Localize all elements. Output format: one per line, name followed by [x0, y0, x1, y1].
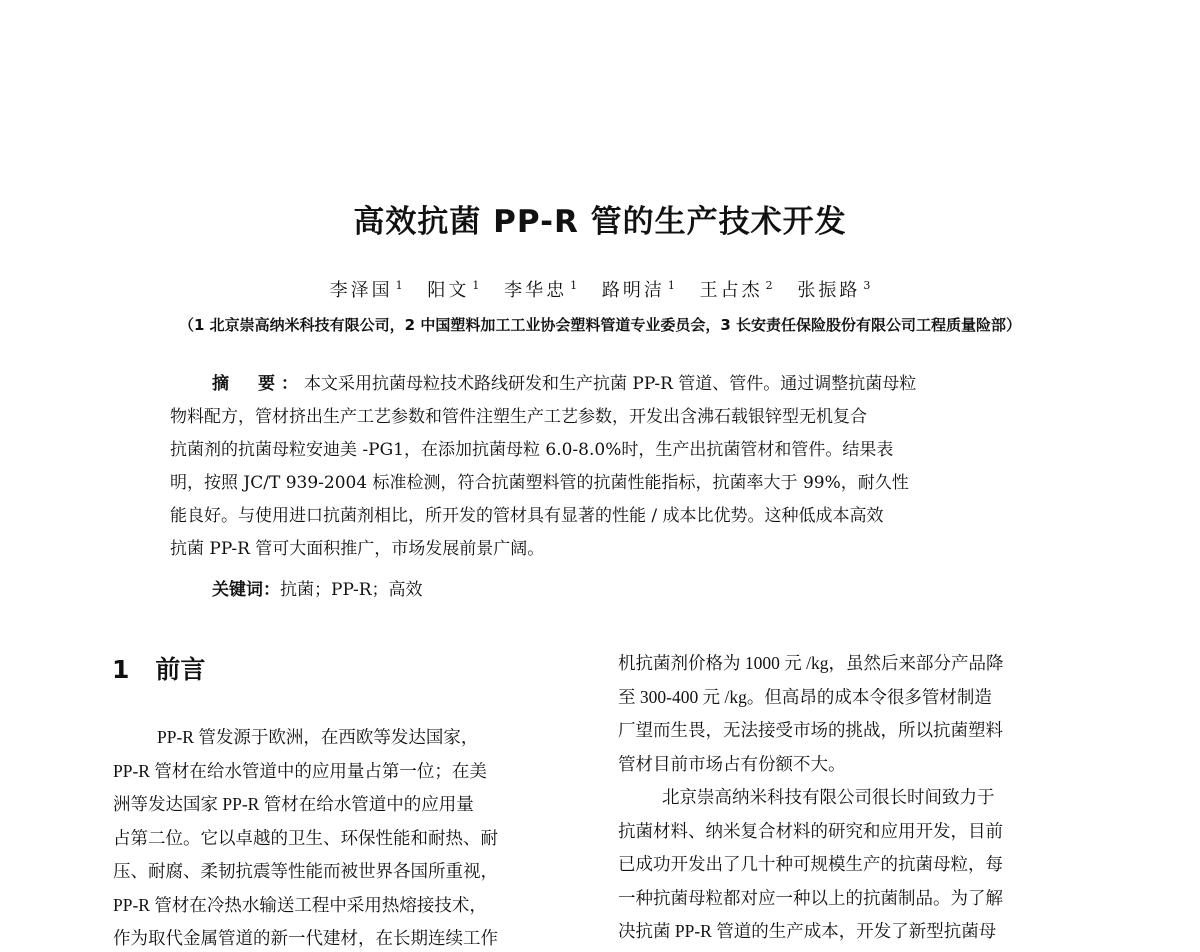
body-line: 一种抗菌母粒都对应一种以上的抗菌制品。为了解	[618, 887, 1003, 908]
abstract-line	[170, 368, 1036, 401]
body-line: 作为取代金属管道的新一代建材，在长期连续工作	[113, 928, 498, 948]
author-affiliation-mark: 1	[395, 279, 403, 292]
abstract-line: 抗菌 PP-R 管可大面积推广，市场发展前景广阔。	[170, 539, 545, 559]
abstract-line: 物料配方，管材挤出生产工艺参数和管件注塑生产工艺参数，开发出含沸石载银锌型无机复合	[170, 407, 867, 427]
section-title: 前言	[155, 655, 206, 684]
author-name: 阳文	[427, 280, 470, 301]
body-line: 压、耐腐、柔韧抗震等性能而被世界各国所重视，	[113, 861, 498, 881]
body-line: PP-R 管材在给水管道中的应用量占第一位；在美	[113, 760, 487, 781]
body-line: 至 300-400 元 /kg。但高昂的成本令很多管材制造	[618, 686, 992, 707]
keywords-label: 关键词：	[212, 580, 280, 600]
section-number: 1	[112, 655, 130, 684]
abstract	[170, 368, 1036, 566]
author-name: 路明洁	[601, 280, 665, 301]
body-line: PP-R 管发源于欧洲，在西欧等发达国家，	[157, 727, 479, 747]
section-heading	[112, 650, 205, 686]
author	[330, 280, 403, 301]
body-line: 已成功开发出了几十种可规模生产的抗菌母粒，每	[618, 854, 1003, 874]
author	[700, 280, 773, 301]
abstract-label: 摘 要：	[212, 374, 304, 394]
author-affiliation-mark: 3	[863, 279, 871, 292]
body-line: 管材目前市场占有份额不大。	[618, 753, 846, 774]
abstract-line: 能良好。与使用进口抗菌剂相比，所开发的管材具有显著的性能 / 成本比优势。这种低成本高效	[170, 506, 884, 526]
author-affiliation-mark: 1	[667, 279, 675, 292]
author-affiliation-mark: 1	[472, 279, 480, 292]
author-list	[0, 276, 1200, 302]
author-affiliation-mark: 2	[765, 279, 773, 292]
author-name: 王占杰	[699, 280, 763, 301]
keywords	[212, 575, 423, 600]
affiliations: （1 北京崇高纳米科技有限公司，2 中国塑料加工工业协会塑料管道专业委员会，3 长安责任保险股份有限公司工程质量险部）	[179, 316, 1021, 334]
abstract-line: 抗菌剂的抗菌母粒安迪美 -PG1，在添加抗菌母粒 6.0-8.0%时，生产出抗菌管材和管件。结果表	[170, 440, 894, 460]
author-affiliation-mark: 1	[570, 279, 578, 292]
abstract-text: 本文采用抗菌母粒技术路线研发和生产抗菌 PP-R 管道、管件。通过调整抗菌母粒	[304, 374, 917, 394]
author-name: 李华忠	[504, 280, 568, 301]
author	[427, 280, 479, 301]
abstract-line: 明，按照 JC/T 939-2004 标准检测，符合抗菌塑料管的抗菌性能指标，抗菌率大于 99%，耐久性	[170, 473, 909, 493]
body-line: 决抗菌 PP-R 管道的生产成本，开发了新型抗菌母	[618, 921, 997, 941]
author-name: 张振路	[797, 280, 861, 301]
body-column-left	[113, 721, 589, 952]
body-line: PP-R 管材在冷热水输送工程中采用热熔接技术，	[113, 894, 487, 915]
author-name: 李泽国	[329, 280, 393, 301]
body-line: 抗菌材料、纳米复合材料的研究和应用开发，目前	[618, 820, 1003, 841]
body-line: 洲等发达国家 PP-R 管材在给水管道中的应用量	[113, 794, 474, 814]
body-column-right	[618, 647, 1088, 949]
paper-title: 高效抗菌 PP-R 管的生产技术开发	[353, 204, 847, 240]
author	[504, 280, 577, 301]
author	[602, 280, 675, 301]
body-line: 占第二位。它以卓越的卫生、环保性能和耐热、耐	[113, 827, 498, 848]
body-line: 机抗菌剂价格为 1000 元 /kg，虽然后来部分产品降	[618, 653, 1004, 673]
body-line: 北京崇高纳米科技有限公司很长时间致力于	[662, 787, 995, 807]
author	[797, 280, 870, 301]
body-line: 厂望而生畏，无法接受市场的挑战，所以抗菌塑料	[618, 720, 1003, 740]
keywords-text: 抗菌；PP-R；高效	[280, 580, 423, 600]
